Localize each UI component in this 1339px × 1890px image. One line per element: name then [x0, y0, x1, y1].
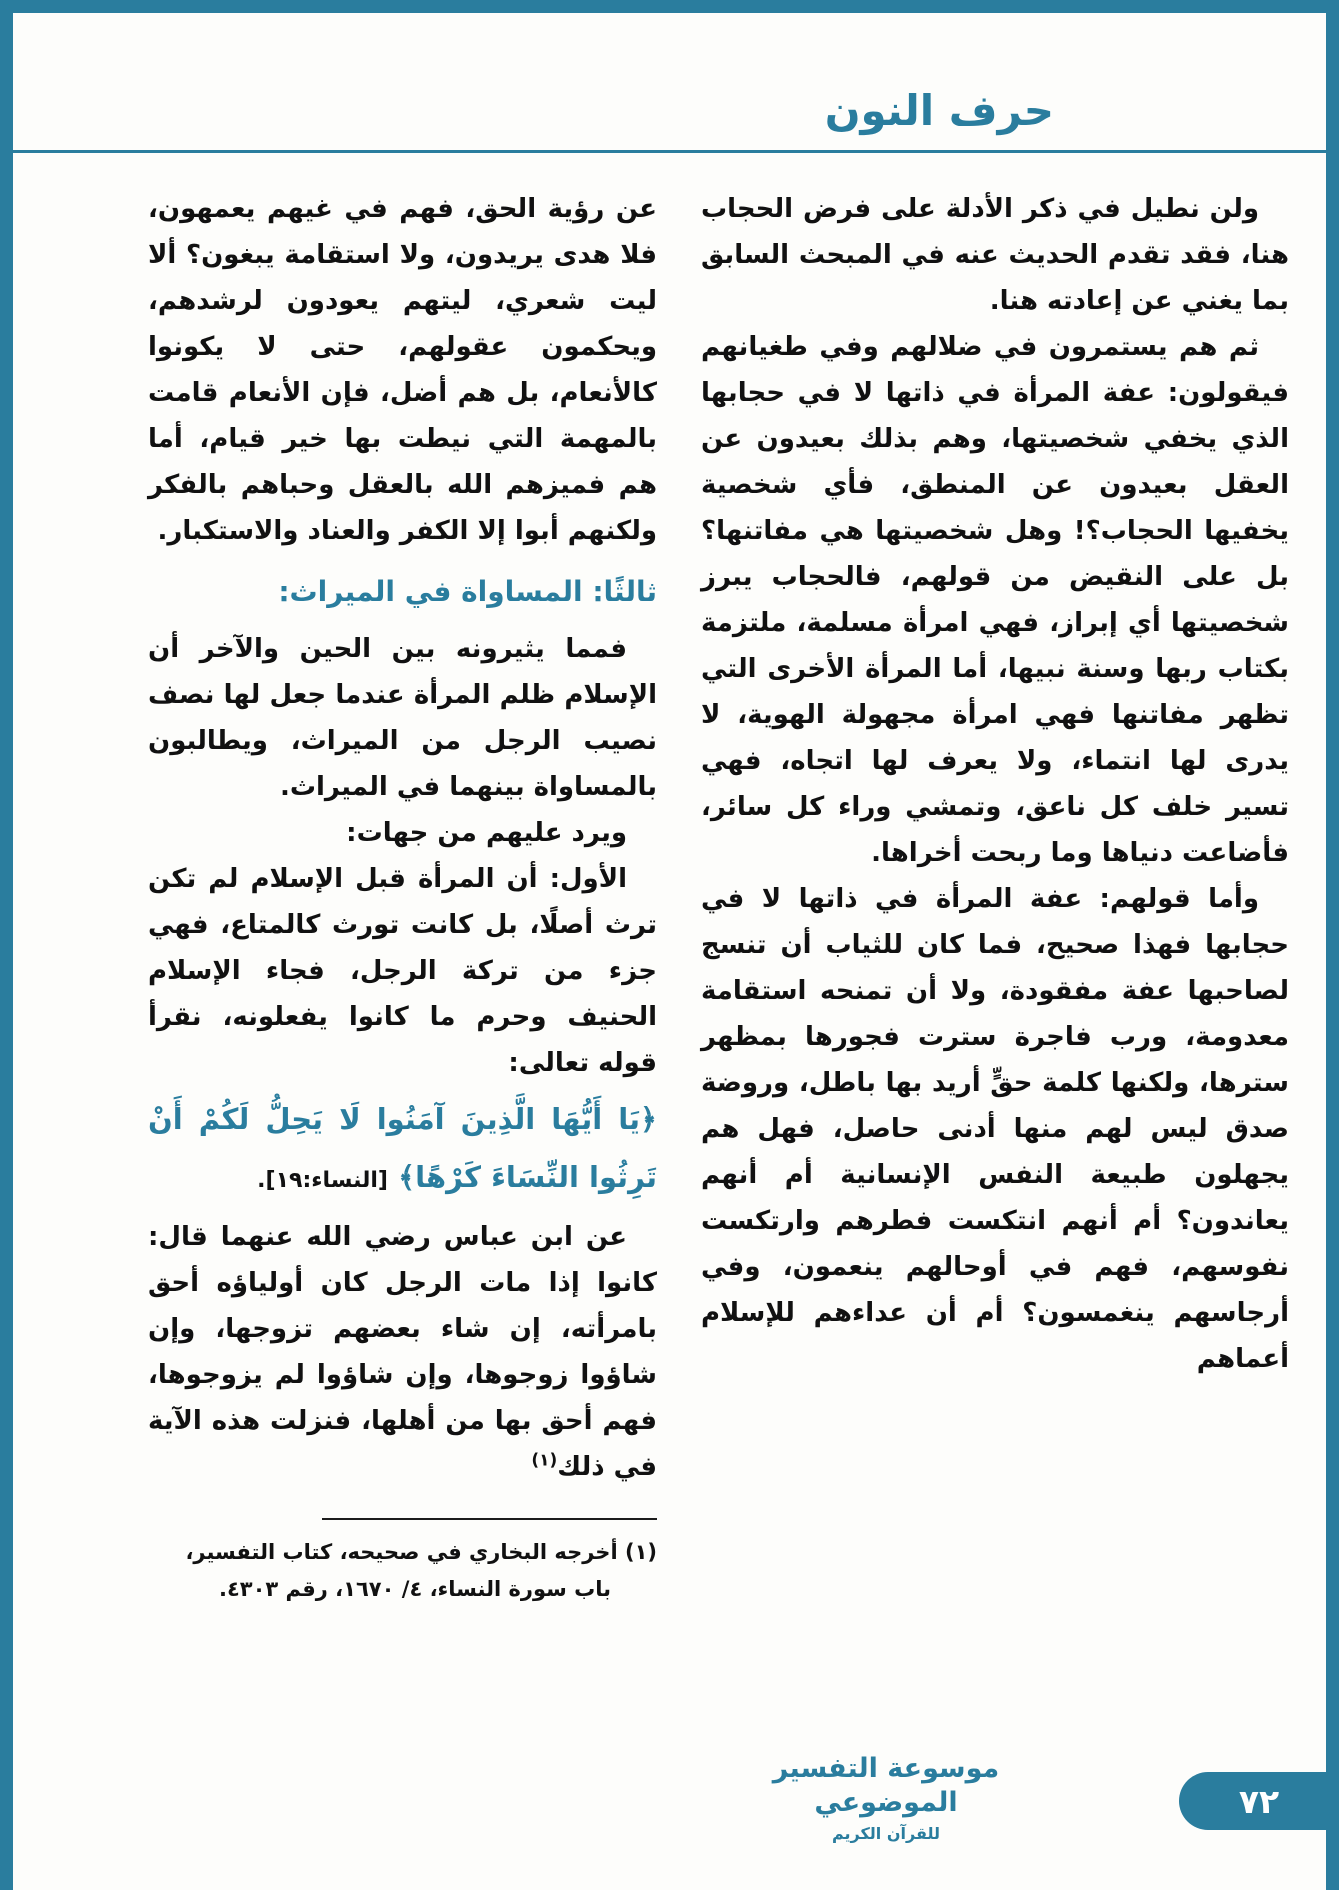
verse-reference: [النساء:١٩]. — [257, 1168, 388, 1193]
section-heading-inheritance: ثالثًا: المساواة في الميراث: — [278, 575, 657, 608]
page-number-badge — [1179, 1772, 1339, 1830]
page-number: ٧٢ — [1238, 1781, 1280, 1821]
header-divider — [13, 150, 1326, 153]
left-column — [148, 186, 657, 1608]
publisher-logo-subtitle: للقرآن الكريم — [831, 1824, 941, 1843]
top-border-bar — [0, 0, 1339, 13]
paragraph-inheritance-claim: فمما يثيرونه بين الحين والآخر أن الإسلام ظلم المرأة عندما جعل لها نصف نصيب الرجل من الميراث، ويطالبون بالمساواة بينهما في الميراث. — [148, 634, 657, 802]
publisher-logo — [756, 1752, 1016, 1843]
footnote-text: (١) أخرجه البخاري في صحيحه، كتاب التفسير، باب سورة النساء، ٤/ ١٦٧٠، رقم ٤٣٠٣. — [185, 1540, 657, 1601]
paragraph-continuation: عن رؤية الحق، فهم في غيهم يعمهون، فلا هدى يريدون، ولا استقامة يبغون؟ ألا ليت شعري، ليتهم يعودون لرشدهم، ويحكمون عقولهم، حتى لا يكونوا كالأنعام، بل هم أضل، فإن الأنعام قامت بالمهمة التي نيطت بها خير قيام، أما هم فميزهم الله بالعقل وحباهم بالفكر ولكنهم أبوا إلا الكفر والعناد والاستكبار. — [148, 194, 657, 546]
paragraph-hijab-personality: ثم هم يستمرون في ضلالهم وفي طغيانهم فيقولون: عفة المرأة في ذاتها لا في حجابها الذي يخفي شخصيتها، وهم بذلك بعيدون عن العقل بعيدون عن المنطق، فأي شخصية يخفيها الحجاب؟! وهل شخصيتها هي مفاتنها؟ بل على النقيض من قولهم، فالحجاب يبرز شخصيتها أي إبراز، فهي امرأة مسلمة، ملتزمة بكتاب ربها وسنة نبيها، أما المرأة الأخرى التي تظهر مفاتنها فهي امرأة مجهولة الهوية، لا يدرى لها انتماء، ولا يعرف لها اتجاه، فهي تسير خلف كل ناعق، وتمشي وراء كل سائر، فأضاعت دنياها وما ربحت أخراها. — [701, 332, 1289, 868]
hadith-text: عن ابن عباس رضي الله عنهما قال: كانوا إذا مات الرجل كان أولياؤه أحق بامرأته، إن شاء بعضهم تزوجها، وإن شاؤوا زوجوها، وإن شاؤوا لم يزوجوها، فهم أحق بها من أهلها، فنزلت هذه الآية في ذلك — [148, 1222, 657, 1482]
paragraph-reply-intro: ويرد عليهم من جهات: — [346, 818, 627, 848]
left-border-bar — [0, 0, 13, 1890]
paragraph-hijab-evidence: ولن نطيل في ذكر الأدلة على فرض الحجاب هنا، فقد تقدم الحديث عنه في المبحث السابق بما يغني عن إعادته هنا. — [701, 194, 1289, 316]
paragraph-first-point: الأول: أن المرأة قبل الإسلام لم تكن ترث أصلًا، بل كانت تورث كالمتاع، فهي جزء من تركة الرجل، فجاء الإسلام الحنيف وحرم ما كانوا يفعلونه، نقرأ قوله تعالى: — [148, 864, 657, 1078]
footnote-marker: (١) — [531, 1450, 558, 1471]
paragraph-chastity-reply: وأما قولهم: عفة المرأة في ذاتها لا في حجابها فهذا صحيح، فما كان للثياب أن تنسج لصاحبها عفة مفقودة، ولا أن تمنحه استقامة معدومة، ورب فاجرة سترت فجورها بمظهر سترها، ولكنها كلمة حقٍّ أريد بها باطل، وروضة صدق ليس لهم منها أدنى حاصل، فهل هم يجهلون طبيعة النفس الإنسانية أم أنهم يعاندون؟ أم أنهم انتكست فطرهم وارتكست نفوسهم، فهم في أوحالهم ينعمون، وفي أرجاسهم ينغمسون؟ أم أن عداءهم للإسلام أعماهم — [701, 884, 1289, 1374]
footnote-divider — [322, 1518, 657, 1520]
page-content — [148, 186, 1289, 1608]
right-column — [701, 186, 1289, 1382]
chapter-heading: حرف النون — [824, 86, 1054, 135]
publisher-logo-title: موسوعة التفسير الموضوعي — [772, 1753, 1000, 1818]
right-border-bar — [1326, 0, 1339, 1890]
quran-verse — [148, 1090, 657, 1210]
paragraph-hadith — [148, 1214, 657, 1490]
quran-verse-text: ﴿يَا أَيُّهَا الَّذِينَ آمَنُوا لَا يَحِلُّ لَكُمْ أَنْ تَرِثُوا النِّسَاءَ كَرْهًا﴾ — [148, 1102, 657, 1194]
